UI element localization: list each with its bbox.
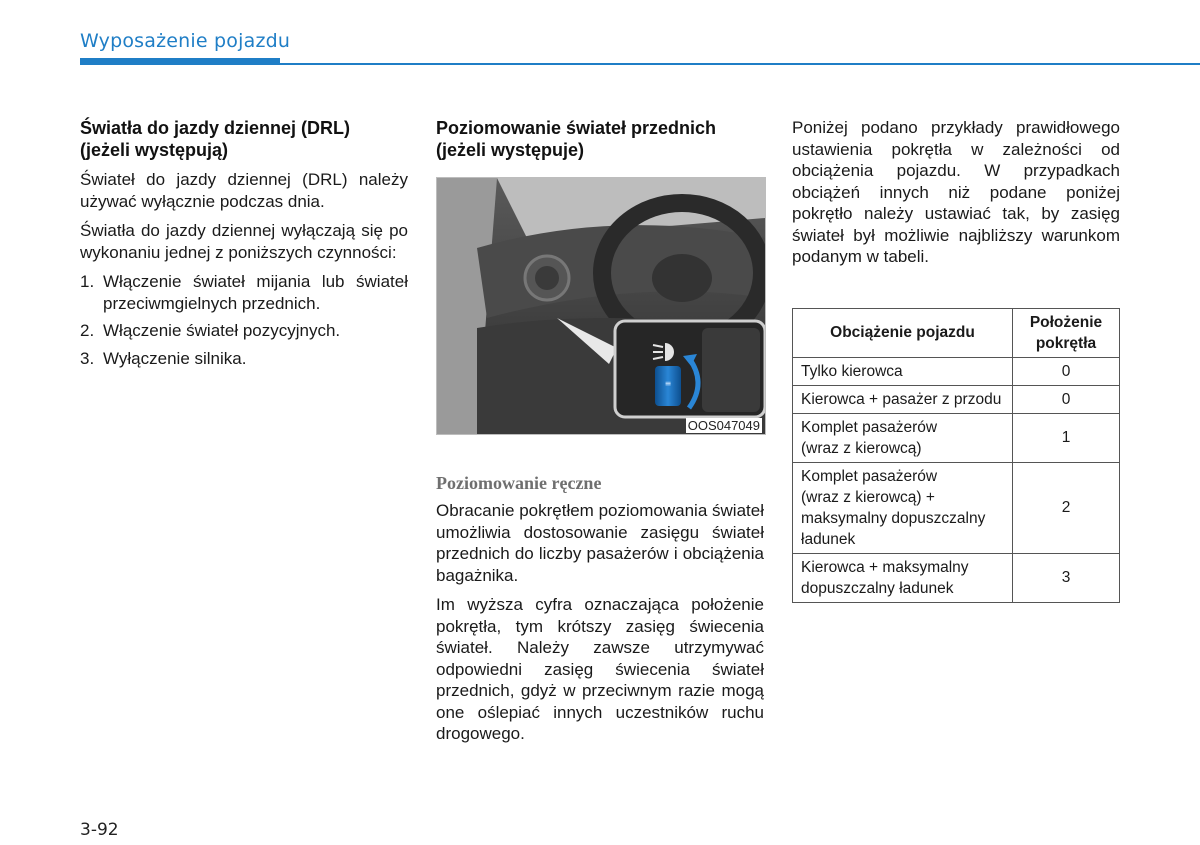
load-line: (wraz z kierowcą) + (801, 488, 935, 506)
load-line: Komplet pasażerów (801, 467, 938, 485)
load-line: Komplet pasażerów (801, 418, 938, 436)
svg-text:≡: ≡ (664, 379, 672, 388)
table-cell-position: 1 (1013, 413, 1120, 462)
table-row (793, 357, 1120, 385)
table-cell-position: 2 (1013, 462, 1120, 553)
column-header-load: Obciążenie pojazdu (793, 308, 1013, 357)
list-item-text: Włączenie świateł pozycyjnych. (103, 321, 341, 340)
figure-code-row (436, 418, 764, 435)
section-title: Wyposażenie pojazdu (80, 30, 291, 52)
leveling-paragraph-1: Obracanie pokrętłem poziomowania świateł umożliwia dostosowanie zasięgu świateł przednich do liczby pasażerów i obciążenia bagażnika. (436, 501, 764, 585)
leveling-heading-line2: (jeżeli występuje) (436, 140, 585, 160)
list-item (80, 320, 408, 342)
manual-leveling-subheading: Poziomowanie ręczne (436, 473, 602, 493)
dashboard-drawing (437, 178, 765, 434)
drl-heading-line2: (jeżeli występują) (80, 140, 229, 160)
leveling-paragraph-2: Im wyższa cyfra oznaczająca położenie pokrętła, tym krótszy zasięg świecenia świateł. Należy zawsze utrzymywać odpowiedni zasięg świecenia świateł przednich, gdyż w przeciwnym razie mogą one oślepiać innych uczestników ruchu drogowego. (436, 595, 764, 743)
leveling-heading (436, 117, 764, 161)
column-header-position (1013, 308, 1120, 357)
page-number: 3-92 (80, 820, 119, 840)
table-cell-position: 0 (1013, 385, 1120, 413)
table-cell-load (793, 357, 1013, 385)
load-line: (wraz z kierowcą) (801, 439, 922, 457)
list-item-number: 3. (80, 348, 95, 368)
table-intro-paragraph: Poniżej podano przykłady prawidłowego ustawienia pokrętła w zależności od obciążenia pojazdu. W przypadkach obciążeń innych niż podane poniżej pokrętło należy ustawiać tak, by zasięg świateł był możliwie najbliższy warunkom podanym w tabeli. (792, 118, 1120, 266)
table-cell-load (793, 462, 1013, 553)
header-rule (80, 63, 1200, 65)
leveling-table-section (792, 117, 1120, 603)
list-item-text: Włączenie świateł mijania lub świateł przeciwmgielnych przednich. (103, 272, 408, 313)
drl-section (80, 117, 408, 375)
list-item-text: Wyłączenie silnika. (103, 348, 247, 368)
table-row (793, 413, 1120, 462)
leveling-heading-line1: Poziomowanie świateł przednich (436, 118, 717, 138)
column-header-position-line2: pokrętła (1035, 334, 1097, 352)
dashboard-illustration (436, 177, 766, 435)
list-item (80, 271, 408, 314)
list-item (80, 348, 408, 370)
drl-list (80, 271, 408, 369)
figure-code: OOS047049 (687, 418, 760, 433)
column-header-position-line1: Położenie (1029, 313, 1103, 331)
load-line: maksymalny dopuszczalny (801, 509, 986, 527)
load-line: Kierowca + maksymalny (801, 558, 969, 576)
list-item-number: 1. (80, 272, 95, 291)
table-cell-load (793, 553, 1013, 602)
load-line: ładunek (801, 530, 856, 548)
load-position-table (792, 308, 1120, 603)
drl-paragraph-1: Świateł do jazdy dziennej (DRL) należy używać wyłącznie podczas dnia. (80, 170, 408, 211)
table-cell-load (793, 385, 1013, 413)
drl-paragraph-2: Światła do jazdy dziennej wyłączają się po wykonaniu jednej z poniższych czynności: (80, 221, 408, 262)
table-header-row (793, 308, 1120, 357)
load-line: Kierowca + pasażer z przodu (801, 390, 1002, 408)
load-line: Tylko kierowca (801, 362, 903, 380)
table-cell-position: 0 (1013, 357, 1120, 385)
table-cell-load (793, 413, 1013, 462)
table-row (793, 553, 1120, 602)
load-line: dopuszczalny ładunek (801, 579, 954, 597)
table-row (793, 462, 1120, 553)
drl-heading (80, 117, 408, 161)
list-item-number: 2. (80, 321, 95, 340)
table-cell-position: 3 (1013, 553, 1120, 602)
drl-heading-line1: Światła do jazdy dziennej (DRL) (80, 118, 351, 138)
table-row (793, 385, 1120, 413)
